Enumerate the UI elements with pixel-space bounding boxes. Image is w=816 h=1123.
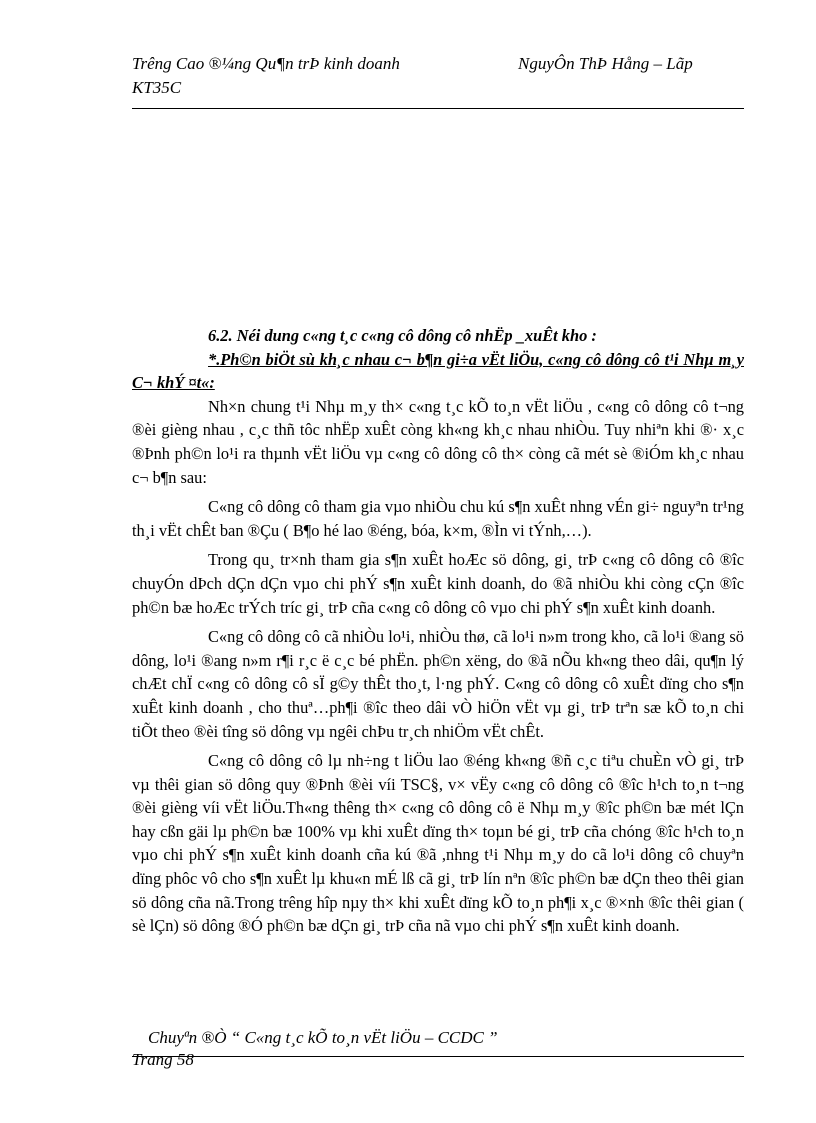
paragraph: Nh×n chung t¹i Nhµ m¸y th× c«ng t¸c kÕ to¸n vËt liÖu , c«ng cô dông cô t¬ng ®èi gièng nhau , c¸c thñ tôc nhËp xuÊt còng kh«ng kh¸c nhau nhiÒu. Tuy nhiªn khi ®· x¸c ®Þnh ph©n lo¹i ra thµnh vËt liÖu vµ c«ng cô dông cô th× còng cã mét sè ®iÓm kh¸c nhau c¬ b¶n sau: (132, 396, 744, 487)
footer-title: Chuyªn ®Ò “ C«ng t¸c kÕ to¸n vËt liÖu – CCDC ” (148, 1028, 498, 1047)
section-subheading: *.Ph©n biÖt sù kh¸c nhau c¬ b¶n gi÷a vËt liÖu, c«ng cô dông cô t¹i Nhµ m¸y C¬ khÝ ¤t«: (132, 349, 744, 393)
header-class: KT35C (132, 78, 182, 97)
paragraph: C«ng cô dông cô tham gia vµo nhiÒu chu kú s¶n xuÊt nhng vÉn gi÷ nguyªn tr¹ng th¸i vËt chÊt ban ®Çu ( B¶o hé lao ®éng, bóa, k×m, ®Ìn vi tÝnh,…). (132, 497, 744, 540)
header-rule (132, 108, 744, 109)
header-school: Trêng Cao ®¼ng Qu¶n trÞ kinh doanh (132, 54, 400, 73)
document-body (132, 324, 744, 944)
header-author: NguyÔn ThÞ Hång – Lãp (518, 54, 693, 73)
paragraph: Trong qu¸ tr×nh tham gia s¶n xuÊt hoÆc sö dông, gi¸ trÞ c«ng cô dông cô ®îc chuyÓn dÞch dÇn dÇn vµo chi phÝ s¶n xuÊt kinh doanh, do ®ã nhiÒu khi còng cÇn ®îc ph©n bæ hoÆc trÝch tríc gi¸ trÞ cña c«ng cô dông cô vµo chi phÝ s¶n xuÊt kinh doanh. (132, 550, 744, 617)
section-heading: 6.2. Néi dung c«ng t¸c c«ng cô dông cô nhËp _xuÊt kho : (208, 326, 597, 345)
paragraph: C«ng cô dông cô cã nhiÒu lo¹i, nhiÒu thø, cã lo¹i n»m trong kho, cã lo¹i ®ang sö dông, lo¹i ®ang n»m r¶i r¸c ë c¸c bé phËn. ph©n xëng, do ®ã nÕu kh«ng theo dâi, qu¶n lý chÆt chÏ c«ng cô dông cô sÏ g©y thÊt tho¸t, l·ng phÝ. C«ng cô dông cô xuÊt dïng cho s¶n xuÊt kinh doanh , cho thuª…ph¶i ®îc theo dâi vÒ hiÖn vËt vµ gi¸ trÞ trªn sæ kÕ to¸n chi tiÕt theo ®èi tîng sö dông vµ ngêi chÞu tr¸ch nhiÖm vËt chÊt. (132, 627, 744, 741)
page-number: Trang 58 (132, 1050, 194, 1069)
footer-rule (132, 1056, 744, 1057)
paragraph: C«ng cô dông cô lµ nh÷ng t liÖu lao ®éng kh«ng ®ñ c¸c tiªu chuÈn vÒ gi¸ trÞ vµ thêi gian sö dông quy ®Þnh ®èi víi TSC§, v× vËy c«ng cô dông cô ®îc h¹ch to¸n t¬ng ®èi gièng víi vËt liÖu.Th«ng thêng th× c«ng cô dông cô ë Nhµ m¸y ®îc ph©n bæ mét lÇn hay cßn gäi lµ ph©n bæ 100% vµ khi xuÊt dïng th× toµn bé gi¸ trÞ cña chóng ®îc h¹ch to¸n vµo chi phÝ s¶n xuÊt kinh doanh cña kú ®ã ,nhng t¹i Nhµ m¸y do cã lo¹i dông cô chuyªn dïng phôc vô cho s¶n xuÊt lµ khu«n mÉ lß cã gi¸ trÞ lín nªn ®îc ph©n bæ dÇn theo thêi gian sö dông cña nã.Trong trêng hîp nµy th× khi xuÊt dïng kÕ to¸n ph¶i x¸c ®×nh ®îc thêi gian ( sè lÇn) sö dông ®Ó ph©n bæ dÇn gi¸ trÞ cña nã vµo chi phÝ s¶n xuÊt kinh doanh. (132, 751, 744, 936)
